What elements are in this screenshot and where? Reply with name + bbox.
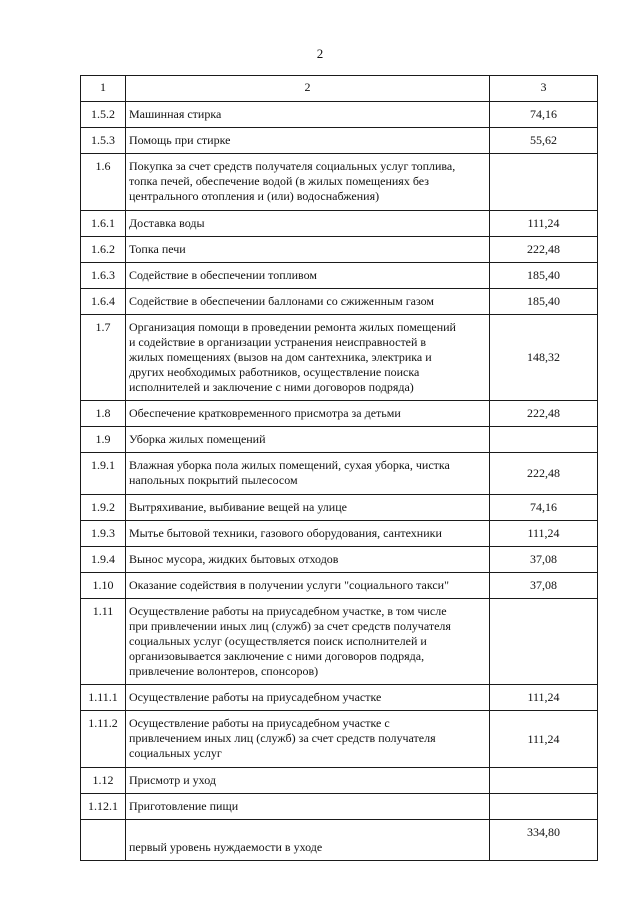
item-number-cell bbox=[81, 685, 126, 711]
service-name-cell bbox=[126, 401, 490, 427]
service-price-cell bbox=[490, 102, 598, 128]
item-number-cell bbox=[81, 820, 126, 861]
header-label-3: 3 bbox=[540, 80, 547, 94]
item-number: 1.6.3 bbox=[91, 268, 115, 282]
service-price bbox=[490, 794, 597, 804]
service-name-cell bbox=[126, 237, 490, 263]
service-price bbox=[490, 768, 597, 778]
service-name: Вынос мусора, жидких бытовых отходов bbox=[129, 552, 339, 566]
service-price-cell bbox=[490, 599, 598, 685]
table-row bbox=[81, 128, 598, 154]
table-row bbox=[81, 794, 598, 820]
table-row bbox=[81, 315, 598, 401]
item-number: 1.6.2 bbox=[91, 242, 115, 256]
service-name-cell bbox=[126, 315, 490, 401]
item-number: 1.10 bbox=[92, 578, 114, 592]
item-number: 1.9.2 bbox=[91, 500, 115, 514]
service-price-cell bbox=[490, 685, 598, 711]
item-number-cell bbox=[81, 453, 126, 495]
service-name: Осуществление работы на приусадебном участке с привлечением иных лиц (служб) за счет средств получателя социальных услуг bbox=[129, 716, 436, 760]
service-name: Доставка воды bbox=[129, 216, 205, 230]
service-price-cell bbox=[490, 547, 598, 573]
service-price: 37,08 bbox=[530, 578, 557, 592]
service-name: Помощь при стирке bbox=[129, 133, 231, 147]
header-cell-2 bbox=[126, 76, 490, 102]
item-number: 1.9 bbox=[95, 432, 111, 446]
item-number: 1.9.1 bbox=[91, 458, 115, 472]
service-name: Влажная уборка пола жилых помещений, сухая уборка, чистка напольных покрытий пылесосом bbox=[129, 458, 450, 487]
item-number-cell bbox=[81, 289, 126, 315]
service-price-cell bbox=[490, 768, 598, 794]
table-row bbox=[81, 685, 598, 711]
service-price: 334,80 bbox=[527, 825, 560, 839]
item-number: 1.9.3 bbox=[91, 526, 115, 540]
item-number-cell bbox=[81, 128, 126, 154]
service-name-cell bbox=[126, 154, 490, 211]
service-price: 111,24 bbox=[527, 690, 560, 704]
service-price-cell bbox=[490, 794, 598, 820]
header-cell-3 bbox=[490, 76, 598, 102]
item-number: 1.8 bbox=[95, 406, 111, 420]
item-number: 1.5.2 bbox=[91, 107, 115, 121]
service-price-cell bbox=[490, 289, 598, 315]
service-price-cell bbox=[490, 401, 598, 427]
table-row bbox=[81, 521, 598, 547]
service-name: Присмотр и уход bbox=[129, 773, 216, 787]
service-price-cell bbox=[490, 128, 598, 154]
service-price bbox=[490, 154, 597, 164]
service-price: 185,40 bbox=[527, 294, 560, 308]
item-number bbox=[81, 820, 125, 830]
item-number: 1.11.1 bbox=[88, 690, 118, 704]
service-name: Мытье бытовой техники, газового оборудования, сантехники bbox=[129, 526, 442, 540]
table-row bbox=[81, 599, 598, 685]
table-row bbox=[81, 102, 598, 128]
item-number-cell bbox=[81, 495, 126, 521]
service-name: первый уровень нуждаемости в уходе bbox=[129, 840, 323, 854]
service-name-cell bbox=[126, 768, 490, 794]
page-number: 2 bbox=[316, 46, 324, 61]
service-name: Осуществление работы на приусадебном участке, в том числе при привлечении иных лиц (служб) за счет средств получателя социальных услуг (осуществляется поиск исполнителей и организовывается заключение с ними договоров подряда, привлечение волонтеров, спонсоров) bbox=[129, 604, 451, 678]
item-number: 1.12 bbox=[92, 773, 114, 787]
service-name-cell bbox=[126, 521, 490, 547]
service-name-cell bbox=[126, 599, 490, 685]
service-name: Машинная стирка bbox=[129, 107, 222, 121]
service-name: Содействие в обеспечении баллонами со сжиженным газом bbox=[129, 294, 435, 308]
item-number-cell bbox=[81, 794, 126, 820]
service-name: Топка печи bbox=[129, 242, 186, 256]
service-name-cell bbox=[126, 453, 490, 495]
table-row bbox=[81, 573, 598, 599]
item-number: 1.9.4 bbox=[91, 552, 115, 566]
table-row bbox=[81, 495, 598, 521]
item-number-cell bbox=[81, 599, 126, 685]
service-price: 111,24 bbox=[527, 216, 560, 230]
service-name: Уборка жилых помещений bbox=[129, 432, 266, 446]
table-row bbox=[81, 289, 598, 315]
service-name-cell bbox=[126, 102, 490, 128]
service-price-cell bbox=[490, 521, 598, 547]
item-number-cell bbox=[81, 427, 126, 453]
item-number: 1.11.2 bbox=[88, 716, 118, 730]
header-cell-1 bbox=[81, 76, 126, 102]
service-name-cell bbox=[126, 820, 490, 861]
table-row bbox=[81, 547, 598, 573]
item-number-cell bbox=[81, 547, 126, 573]
item-number-cell bbox=[81, 401, 126, 427]
table-header-row bbox=[81, 76, 598, 102]
service-name: Оказание содействия в получении услуги "социального такси" bbox=[129, 578, 449, 592]
item-number-cell bbox=[81, 711, 126, 768]
item-number: 1.11 bbox=[92, 604, 114, 618]
item-number-cell bbox=[81, 263, 126, 289]
header-label-1: 1 bbox=[100, 80, 106, 94]
service-name-cell bbox=[126, 289, 490, 315]
item-number: 1.6 bbox=[95, 159, 111, 173]
service-price-cell bbox=[490, 573, 598, 599]
item-number-cell bbox=[81, 211, 126, 237]
service-name: Организация помощи в проведении ремонта жилых помещений и содействие в организации устранения неисправностей в жилых помещениях (вызов на дом сантехника, электрика и других необходимых работников, осуществление поиска исполнителей и заключение с ними договоров подряда) bbox=[129, 320, 456, 394]
service-price-cell bbox=[490, 263, 598, 289]
service-name: Осуществление работы на приусадебном участке bbox=[129, 690, 382, 704]
item-number-cell bbox=[81, 237, 126, 263]
item-number: 1.6.4 bbox=[91, 294, 115, 308]
table-row bbox=[81, 263, 598, 289]
item-number: 1.7 bbox=[95, 320, 111, 334]
service-price: 222,48 bbox=[527, 242, 560, 256]
service-name: Приготовление пищи bbox=[129, 799, 239, 813]
service-price: 185,40 bbox=[527, 268, 560, 282]
service-price: 74,16 bbox=[530, 500, 557, 514]
service-name: Содействие в обеспечении топливом bbox=[129, 268, 318, 282]
service-price: 222,48 bbox=[527, 466, 560, 480]
service-price-cell bbox=[490, 211, 598, 237]
item-number-cell bbox=[81, 154, 126, 211]
service-price: 111,24 bbox=[527, 526, 560, 540]
service-name-cell bbox=[126, 211, 490, 237]
item-number-cell bbox=[81, 102, 126, 128]
table-row bbox=[81, 401, 598, 427]
service-name-cell bbox=[126, 427, 490, 453]
service-name-cell bbox=[126, 794, 490, 820]
service-name-cell bbox=[126, 495, 490, 521]
table-row bbox=[81, 237, 598, 263]
service-price-cell bbox=[490, 427, 598, 453]
service-price-cell bbox=[490, 820, 598, 861]
service-name: Обеспечение кратковременного присмотра за детьми bbox=[129, 406, 401, 420]
service-price-cell bbox=[490, 315, 598, 401]
service-price: 55,62 bbox=[530, 133, 557, 147]
service-price-cell bbox=[490, 495, 598, 521]
item-number: 1.12.1 bbox=[88, 799, 118, 813]
service-name-cell bbox=[126, 685, 490, 711]
service-name-cell bbox=[126, 128, 490, 154]
item-number: 1.5.3 bbox=[91, 133, 115, 147]
service-name-cell bbox=[126, 711, 490, 768]
service-price-cell bbox=[490, 453, 598, 495]
service-price: 74,16 bbox=[530, 107, 557, 121]
service-price: 111,24 bbox=[527, 731, 560, 746]
service-name: Покупка за счет средств получателя социальных услуг топлива, топка печей, обеспечение водой (в жилых помещениях без центрального отопления и (или) водоснабжения) bbox=[129, 159, 456, 203]
service-price-cell bbox=[490, 154, 598, 211]
service-price bbox=[490, 599, 597, 609]
service-name-cell bbox=[126, 547, 490, 573]
table-row bbox=[81, 211, 598, 237]
services-tariff-table bbox=[80, 75, 598, 861]
service-price-cell bbox=[490, 237, 598, 263]
table-row bbox=[81, 453, 598, 495]
table-body bbox=[81, 76, 598, 861]
table-row bbox=[81, 711, 598, 768]
service-name-cell bbox=[126, 263, 490, 289]
service-price: 222,48 bbox=[527, 406, 560, 420]
service-price-cell bbox=[490, 711, 598, 768]
item-number-cell bbox=[81, 573, 126, 599]
service-price bbox=[490, 427, 597, 437]
service-price: 148,32 bbox=[527, 350, 560, 364]
service-name-cell bbox=[126, 573, 490, 599]
item-number: 1.6.1 bbox=[91, 216, 115, 230]
header-label-2: 2 bbox=[304, 80, 311, 94]
item-number-cell bbox=[81, 315, 126, 401]
service-name: Вытряхивание, выбивание вещей на улице bbox=[129, 500, 347, 514]
table-row bbox=[81, 820, 598, 861]
service-price: 37,08 bbox=[530, 552, 557, 566]
table-row bbox=[81, 768, 598, 794]
item-number-cell bbox=[81, 768, 126, 794]
table-row bbox=[81, 154, 598, 211]
item-number-cell bbox=[81, 521, 126, 547]
table-row bbox=[81, 427, 598, 453]
